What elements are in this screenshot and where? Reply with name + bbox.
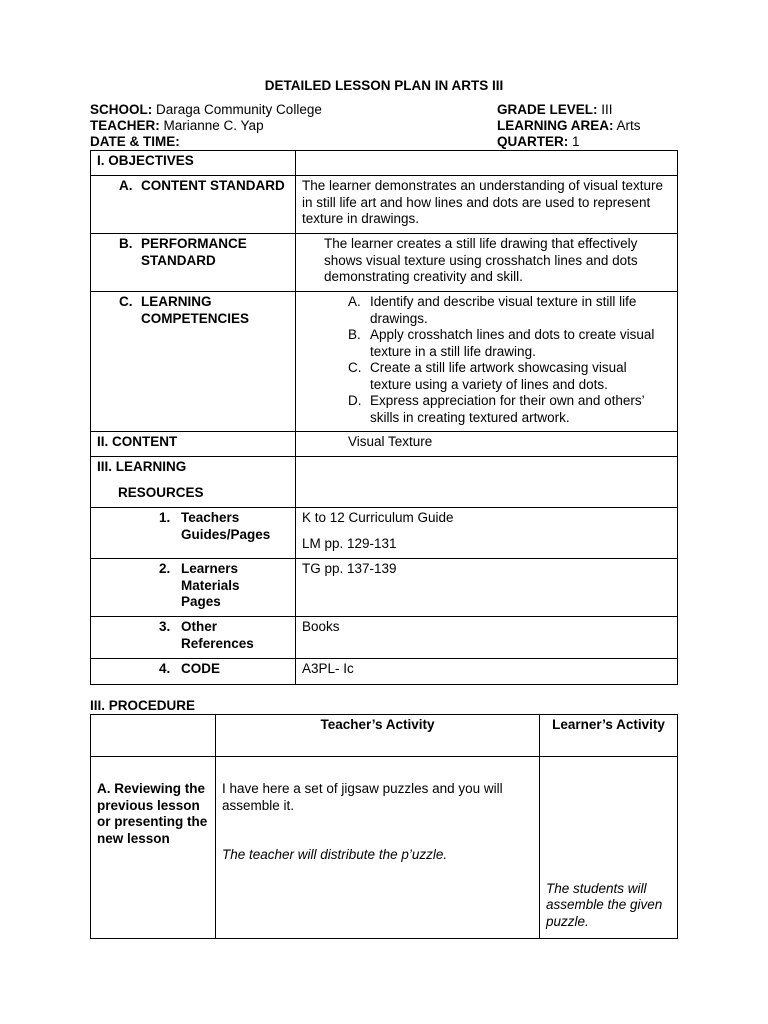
content-standard-text: The learner demonstrates an understanding of visual texture in still life art and how lines and dots are used to represent texture in drawings. (296, 176, 678, 234)
resource-label: 1. Teachers Guides/Pages (91, 508, 296, 559)
document-title: DETAILED LESSON PLAN IN ARTS III (264, 78, 504, 93)
table-row (91, 292, 678, 432)
school-value: Daraga Community College (156, 102, 322, 117)
objectives-table (90, 150, 678, 685)
list-item: A. Identify and describe visual texture in still life drawings. (348, 294, 637, 326)
resource-label: 4. CODE (91, 659, 296, 685)
quarter-line: QUARTER: 1 (497, 134, 580, 149)
table-row (91, 457, 678, 508)
teacher-activity: I have here a set of jigsaw puzzles and you will assemble it. The teacher will distribute the p’uzzle. (216, 757, 540, 939)
table-row (91, 176, 678, 234)
table-row (91, 617, 678, 659)
performance-standard-text: The learner creates a still life drawing that effectively shows visual texture using crosshatch lines and dots demonstrating creativity and skill. (296, 234, 678, 292)
resource-label: 2. Learners Materials Pages (91, 559, 296, 617)
teacher-value: Marianne C. Yap (163, 118, 264, 133)
table-row (91, 715, 678, 757)
procedure-table (90, 714, 678, 939)
header-meta (90, 102, 678, 150)
resource-value: A3PL- Ic (296, 659, 678, 685)
learning-competencies-label: C. LEARNING COMPETENCIES (91, 292, 296, 432)
table-row (91, 559, 678, 617)
quarter-value: 1 (572, 134, 580, 149)
list-item: B. Apply crosshatch lines and dots to create visual texture in a still life drawing. (348, 327, 655, 359)
learner-activity-header: Learner’s Activity (540, 715, 678, 757)
area-value: Arts (616, 118, 641, 133)
objectives-heading: I. OBJECTIVES (91, 151, 296, 176)
table-row (91, 659, 678, 685)
learning-competencies-list (296, 292, 678, 432)
procedure-step: A. Reviewing the previous lesson or presenting the new lesson (91, 757, 216, 939)
content-standard-label: A. CONTENT STANDARD (91, 176, 296, 234)
content-value: Visual Texture (296, 432, 678, 457)
table-row (91, 508, 678, 559)
list-item: C. Create a still life artwork showcasing visual texture using a variety of lines and dots. (348, 360, 627, 392)
table-row (91, 757, 678, 939)
procedure-heading: III. PROCEDURE (90, 698, 196, 713)
lesson-plan-page (90, 78, 678, 939)
grade-line: GRADE LEVEL: III (497, 102, 613, 117)
resources-heading: III. LEARNING RESOURCES (91, 457, 296, 508)
table-row (91, 234, 678, 292)
table-row (91, 151, 678, 176)
resource-value: K to 12 Curriculum Guide LM pp. 129-131 (296, 508, 678, 559)
learner-activity: The students will assemble the given puzzle. (540, 757, 678, 939)
area-line: LEARNING AREA: Arts (497, 118, 641, 133)
list-item: D. Express appreciation for their own and others’ skills in creating textured artwork. (348, 393, 645, 425)
grade-value: III (601, 102, 613, 117)
table-row (91, 432, 678, 457)
resource-value: Books (296, 617, 678, 659)
performance-standard-label: B. PERFORMANCE STANDARD (91, 234, 296, 292)
teacher-line: TEACHER: Marianne C. Yap (90, 118, 264, 133)
date-line: DATE & TIME: (90, 134, 180, 149)
teacher-activity-header: Teacher’s Activity (216, 715, 540, 757)
resource-value: TG pp. 137-139 (296, 559, 678, 617)
content-heading: II. CONTENT (91, 432, 296, 457)
resource-label: 3. Other References (91, 617, 296, 659)
school-line: SCHOOL: Daraga Community College (90, 102, 322, 117)
